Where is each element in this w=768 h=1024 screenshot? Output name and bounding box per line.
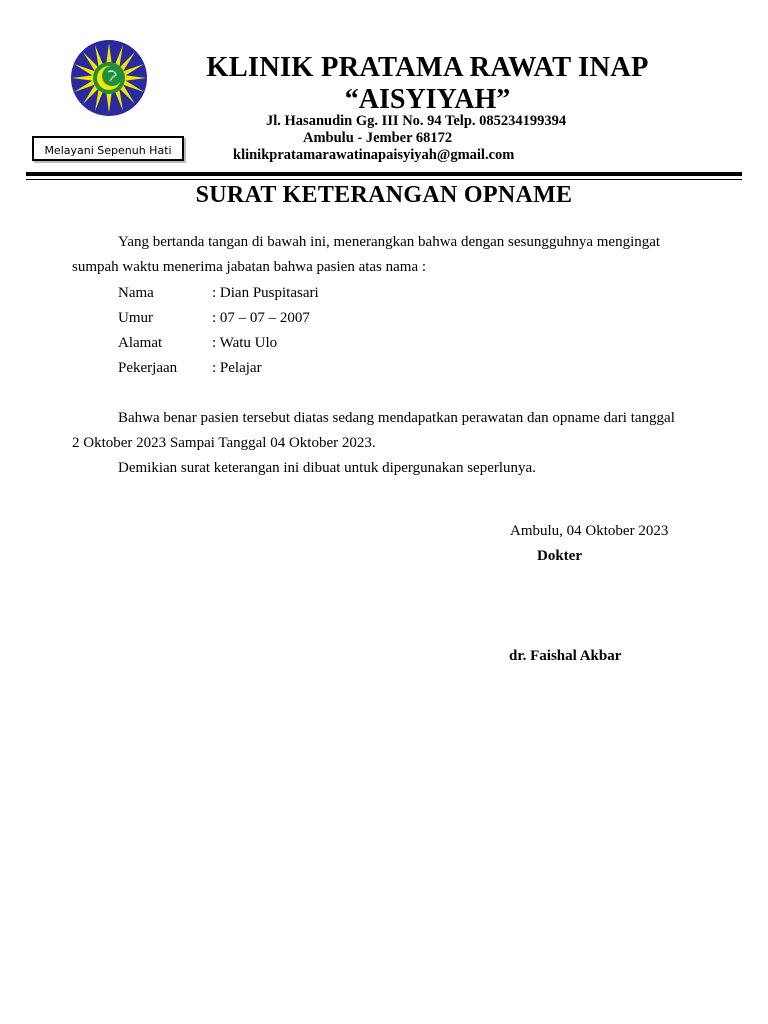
field-value-umur: : 07 – 07 – 2007 [212,310,310,326]
field-label-alamat: Alamat [118,335,163,351]
field-value-alamat: : Watu Ulo [212,335,278,351]
clinic-email: klinikpratamarawatinapaisyiyah@gmail.com [233,147,515,163]
intro-line-2: sumpah waktu menerima jabatan bahwa pasien atas nama : [72,259,427,275]
field-label-nama: Nama [118,285,154,301]
header-divider-thick [26,172,742,176]
clinic-logo [64,38,154,118]
motto-box: Melayani Sepenuh Hati [32,136,184,161]
signature-place-date: Ambulu, 04 Oktober 2023 [510,523,669,539]
intro-line-1: Yang bertanda tangan di bawah ini, menerangkan bahwa dengan sesungguhnya mengingat [118,234,661,250]
signature-role: Dokter [537,548,582,564]
clinic-address-line2: Ambulu - Jember 68172 [303,130,453,146]
statement-line-1: Bahwa benar pasien tersebut diatas sedang mendapatkan perawatan dan opname dari tanggal [118,410,675,426]
field-label-umur: Umur [118,310,153,326]
clinic-subname: “AISYIYAH” [344,84,511,115]
field-value-pekerjaan: : Pelajar [212,360,262,376]
signature-name: dr. Faishal Akbar [509,648,622,664]
field-value-nama: : Dian Puspitasari [212,285,319,301]
clinic-address-line1: Jl. Hasanudin Gg. III No. 94 Telp. 085234199394 [266,113,567,129]
field-label-pekerjaan: Pekerjaan [118,360,178,376]
clinic-name: KLINIK PRATAMA RAWAT INAP [206,52,649,83]
closing-line: Demikian surat keterangan ini dibuat untuk dipergunakan seperlunya. [118,460,536,476]
aisyiyah-emblem-icon [64,38,154,118]
document-title: SURAT KETERANGAN OPNAME [195,182,573,208]
header-divider-thin [26,179,742,180]
statement-line-2: 2 Oktober 2023 Sampai Tanggal 04 Oktober 2023. [72,435,376,451]
